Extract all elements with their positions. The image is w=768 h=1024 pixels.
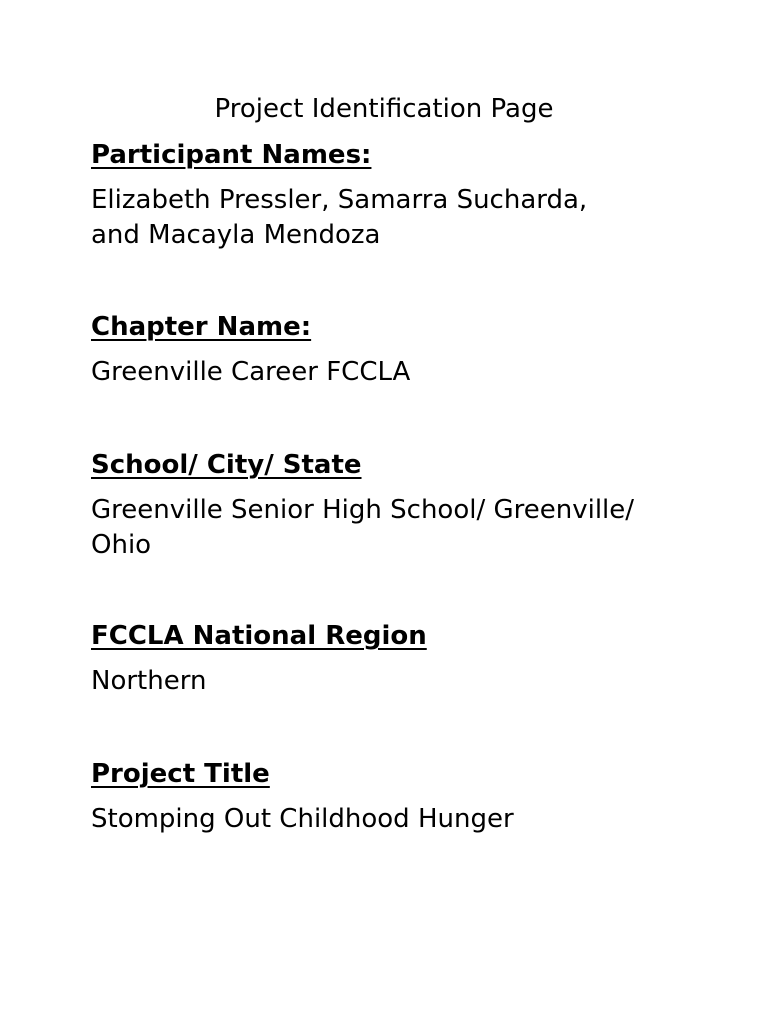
participant-names-section	[91, 139, 711, 253]
page-title: Project Identification Page	[214, 94, 554, 124]
project-title-value: Stomping Out Childhood Hunger	[91, 804, 514, 834]
school-city-state-value: Greenville Senior High School/ Greenville/ Ohio	[91, 495, 635, 560]
participant-names-value: Elizabeth Pressler, Samarra Sucharda, and Macayla Mendoza	[91, 185, 588, 250]
participant-names-label: Participant Names:	[91, 140, 372, 170]
chapter-name-value: Greenville Career FCCLA	[91, 357, 411, 387]
project-title-section	[91, 758, 711, 837]
national-region-section	[91, 620, 711, 699]
chapter-name-section	[91, 311, 711, 390]
national-region-value: Northern	[91, 666, 207, 696]
school-city-state-section	[91, 449, 711, 563]
project-title-label: Project Title	[91, 759, 270, 789]
chapter-name-label: Chapter Name:	[91, 312, 312, 342]
school-city-state-label: School/ City/ State	[91, 450, 362, 480]
national-region-label: FCCLA National Region	[91, 621, 427, 651]
